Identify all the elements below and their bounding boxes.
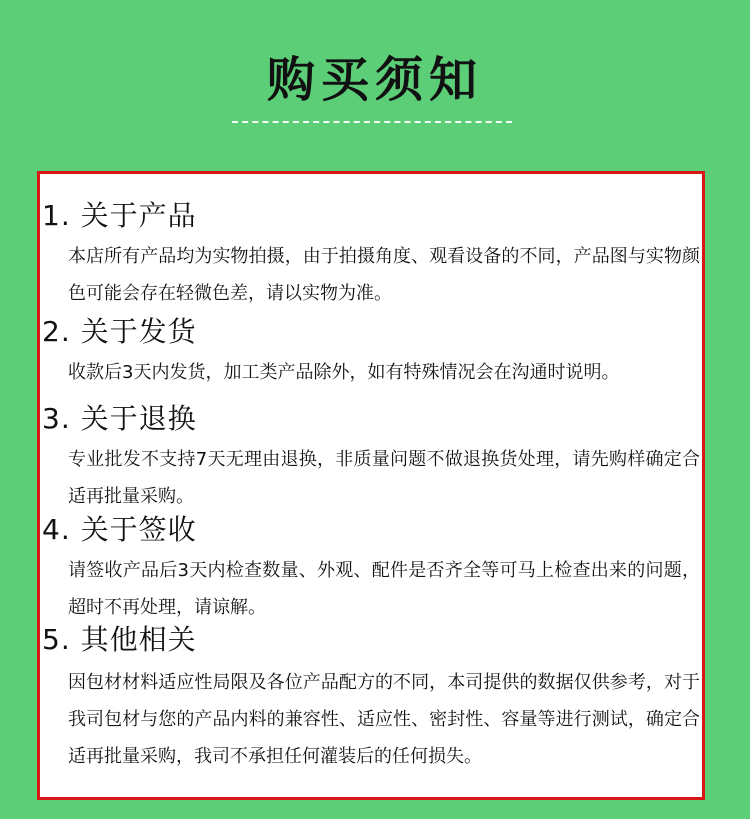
page-title: 购买须知 [266, 52, 483, 108]
section-title: 3. 关于退换 [42, 402, 197, 435]
title-divider [232, 121, 512, 123]
section-text: 收款后3天内发货，加工类产品除外，如有特殊情况会在沟通时说明。 [68, 362, 620, 383]
section-text: 专业批发不支持7天无理由退换，非质量问题不做退换货处理，请先购样确定合适再批量采购。 [68, 449, 700, 507]
section-text: 请签收产品后3天内检查数量、外观、配件是否齐全等可马上检查出来的问题，超时不再处理，请谅解。 [68, 560, 700, 618]
section-title: 1. 关于产品 [42, 199, 197, 232]
section-title: 2. 关于发货 [42, 315, 197, 348]
section-title: 4. 关于签收 [42, 513, 197, 546]
section-text: 因包材材料适应性局限及各位产品配方的不同，本司提供的数据仅供参考，对于我司包材与您的产品内料的兼容性、适应性、密封性、容量等进行测试，确定合适再批量采购，我司不承担任何灌装后的任何损失。 [68, 672, 700, 767]
header [0, 0, 750, 170]
notice-card [37, 171, 705, 800]
section-text: 本店所有产品均为实物拍摄，由于拍摄角度、观看设备的不同，产品图与实物颜色可能会存在轻微色差，请以实物为准。 [68, 246, 700, 304]
section-title: 5. 其他相关 [42, 623, 197, 656]
